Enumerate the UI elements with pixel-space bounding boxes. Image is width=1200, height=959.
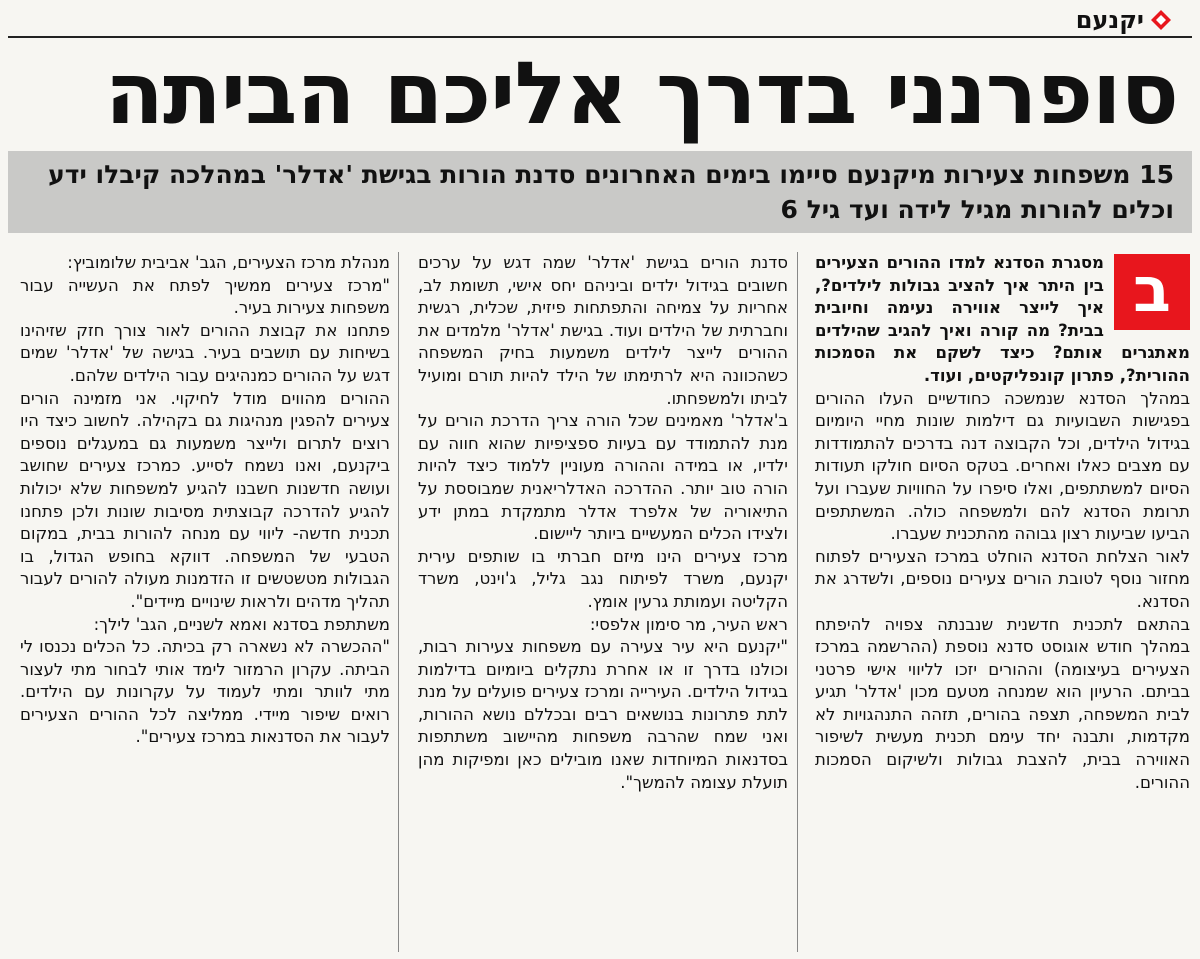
article-column-1 bbox=[815, 252, 1190, 794]
quote-paragraph: "ההכשרה לא נשארה רק בכיתה. כל הכלים נכנסו לי הביתה. עקרון הרמזור לימד אותי לבחור מתי לעצור מתי לוותר ומתי לעמוד על עקרונות עם הילדים. רואים שיפור מיידי. ממליצה לכל ההורים הצעירים לעבור את הסדנאות במרכז צעירים". bbox=[20, 637, 390, 747]
paragraph: בהתאם לתכנית חדשנית שנבנתה צפויה להיפתח במהלך חודש אוגוסט סדנא נוספת (ההרשמה במרכז הצעירים בעיצומה) וההורים יזכו לליווי אישי פרטני בביתם. הרעיון הוא שמנחה מטעם מכון 'אדלר' תגיע לבית המשפחה, תצפה בהורים, תזהה התנהגויות לא מקדמות, ותבנה יחד עימם תכנית מעשית לשיפור האווירה בבית, להצבת גבולות ולשיקום הסמכות ההורים. bbox=[815, 614, 1190, 792]
paragraph: ב'אדלר' מאמינים שכל הורה צריך הדרכת הורים על מנת להתמודד עם בעיות ספציפיות שהוא חווה עם ילדיו, או במידה וההורה מעוניין ללמוד כיצד להיות הורה טוב יותר. ההדרכה האדלריאנית שמבוססת על התיאוריה של אלפרד אדלר מתמקדת במתן ידע ולצידו הכלים המעשיים ביותר ליישום. bbox=[418, 411, 788, 544]
subhead: 15 משפחות צעירות מיקנעם סיימו בימים האחרונים סדנת הורות בגישת 'אדלר' במהלכה קיבלו ידע וכלים להורות מגיל לידה ועד גיל 6 bbox=[48, 160, 1174, 224]
paragraph: סדנת הורים בגישת 'אדלר' שמה דגש על ערכים חשובים בגידול ילדים וביניהם יחס אישי, תשומת לב, אחריות על צמיחה והתפתחות פיזית, שכלית, רגשית וחברתית של הילדים ועוד. בגישת 'אדלר' מלמדים את ההורים לייצר לילדים משמעות בחיק המשפחה כשהכוונה היא לרתימתו של הילד להיות תורם ומועיל לביתו ולמשפחתו. bbox=[418, 253, 788, 408]
quote-paragraph: "מרכז צעירים ממשיך לפתח את העשייה עבור משפחות צעירות בעיר. bbox=[20, 275, 390, 318]
column-divider bbox=[398, 252, 399, 952]
section-tag bbox=[1076, 6, 1172, 34]
article-column-3 bbox=[20, 252, 390, 749]
paragraph: מנהלת מרכז הצעירים, הגב' אביבית שלומוביץ: bbox=[67, 253, 390, 272]
paragraph: במהלך הסדנא שנמשכה כחודשיים העלו ההורים בפגישות השבועיות גם דילמות שונות מחיי היומיום בגידול הילדים, וכל הקבוצה דנה בדרכים להתמודדות עם מצבים כאלו ואחרים. בטקס הסיום חולקו תעודות הסיום למשתתפים, ואלו סיפרו על החוויות שעברו ועל תרומת הסדנא להם ולמשפחה כולה. המשתתפים הביעו שביעות רצון גבוהה מהתכנית שעברו. bbox=[815, 388, 1190, 544]
paragraph: פתחנו את קבוצת ההורים לאור צורך חזק שזיהינו בשיחות עם תושבים בעיר. בגישה של 'אדלר' שמים דגש על ההורים כמנהיגים עבור הילדים שלהם. bbox=[20, 320, 390, 385]
drop-cap: ב bbox=[1114, 254, 1190, 330]
paragraph: מרכז צעירים הינו מיזם חברתי בו שותפים עירית יקנעם, משרד לפיתוח נגב גליל, ג'וינט, משרד הקליטה ועמותת גרעין אומץ. bbox=[418, 546, 788, 611]
lead-paragraph: מסגרת הסדנא למדו ההורים הצעירים בין היתר איך להציב גבולות לילדים?, איך לייצר אווירה נעימה וחיובית בבית? מה קורה ואיך להגיב שהילדים מאתגרים אותם? כיצד לשקם את הסמכות ההורית?, פתרון קונפליקטים, ועוד. bbox=[815, 253, 1190, 385]
paragraph: ראש העיר, מר סימון אלפסי: bbox=[589, 614, 788, 634]
headline: סופרנני בדרך אליכם הביתה bbox=[104, 44, 1178, 144]
subhead-box bbox=[8, 151, 1192, 233]
paragraph: משתתפת בסדנא ואמא לשניים, הגב' לילך: bbox=[93, 614, 390, 634]
article-column-2 bbox=[418, 252, 788, 794]
quote-paragraph: "יקנעם היא עיר צעירה עם משפחות צעירות רבות, וכולנו בדרך זו או אחרת נתקלים ביומיום בדילמות בגידול הילדים. העירייה ומרכז צעירים פועלים על מנת לתת פתרונות בנושאים רבים ובכללם נושא ההורות, ואני שמח שהרבה משפחות מהיישוב משתתפות בסדנאות המיוחדות שאנו מובילים כאן ומפיקות מהן תועלת עצומה להמשך". bbox=[418, 637, 788, 792]
red-diamond-icon bbox=[1150, 9, 1172, 31]
section-label: יקנעם bbox=[1075, 6, 1144, 34]
column-divider bbox=[797, 252, 798, 952]
paragraph: לאור הצלחת הסדנא הוחלט במרכז הצעירים לפתוח מחזור נוסף לטובת הורים צעירים נוספים, ולשדרג את הסדנא. bbox=[815, 546, 1190, 611]
paragraph: ההורים מהווים מודל לחיקוי. אני מזמינה הורים צעירים להפגין מנהיגות גם בקהילה. לחשוב כיצד היו רוצים לתרום ולייצר משמעות גם במעגלים נוספים ביקנעם, ואנו נשמח לסייע. כמרכז צעירים שחושב ועושה חדשנות חשבנו להגיע למשפחות שלא יכולות להגיע להדרכה קבוצתית מסיבות שונות ולכן פתחנו תכנית חדשה- ליווי עם מנחה להורות בבית, במקום הטבעי של המשפחה. דווקא בחופש הגדול, בו הגבולות מטשטשים זו הזדמנות מעולה להורים לעבור תהליך מדהים ולראות שינויים מיידים". bbox=[20, 388, 390, 611]
header-rule bbox=[8, 36, 1192, 38]
